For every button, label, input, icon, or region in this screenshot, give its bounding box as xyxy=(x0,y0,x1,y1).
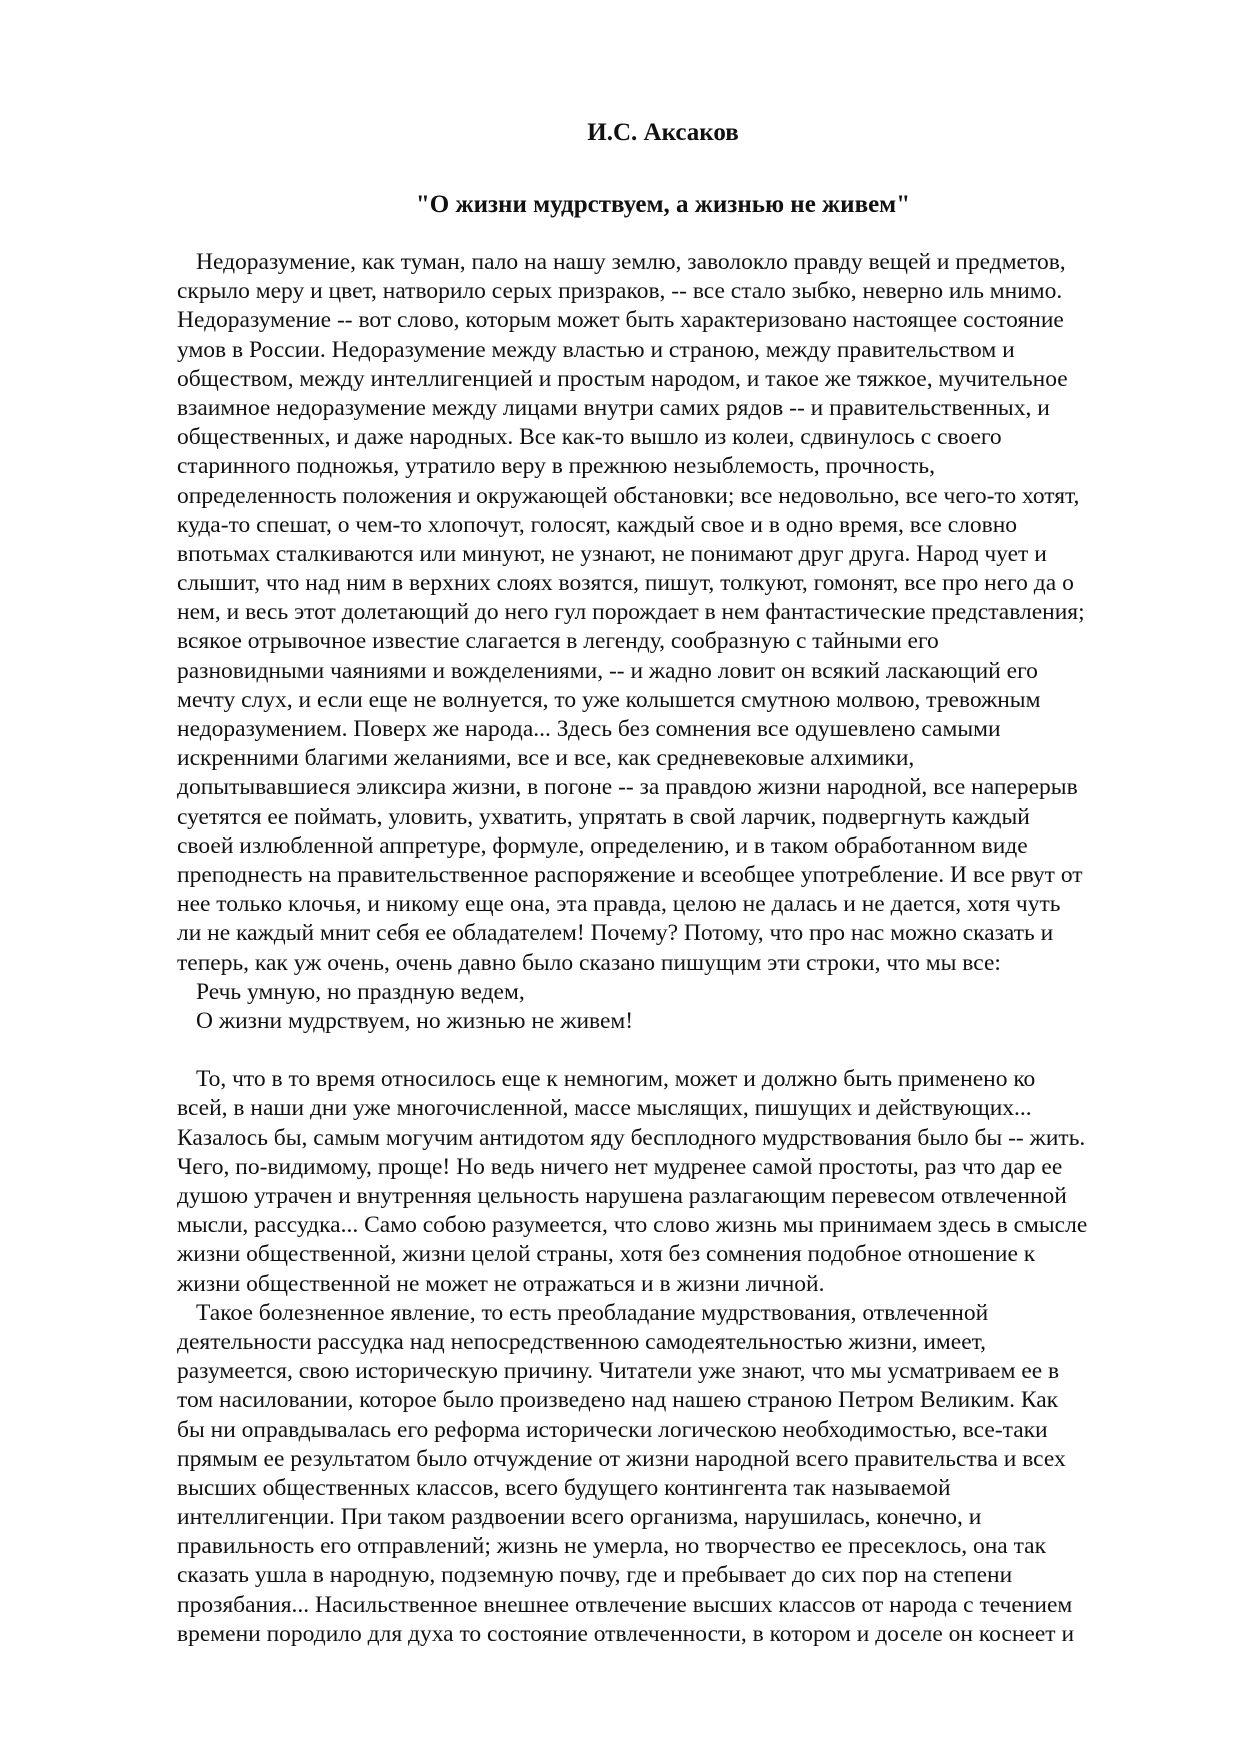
text-line: взаимное недоразумение между лицами внутри самих рядов -- и правительственных, и xyxy=(177,394,1050,421)
text-line: Такое болезненное явление, то есть преобладание мудрствования, отвлеченной xyxy=(196,1299,989,1326)
text-line: обществом, между интеллигенцией и простым народом, и такое же тяжкое, мучительное xyxy=(177,365,1068,392)
text-line: недоразумением. Поверх же народа... Здесь без сомнения все одушевлено самыми xyxy=(177,716,1001,742)
text-line: деятельности рассудка над непосредственною самодеятельностью жизни, имеет, xyxy=(177,1328,987,1355)
author-heading: И.С. Аксаков xyxy=(587,119,739,146)
text-line: Недоразумение -- вот слово, которым может быть характеризовано настоящее состояние xyxy=(177,307,1064,334)
text-line: допытывавшиеся эликсира жизни, в погоне -- за правдою жизни народной, все наперерыв xyxy=(177,774,1078,801)
text-line: жизни общественной не может не отражаться и в жизни личной. xyxy=(177,1270,825,1297)
text-line: искренними благими желаниями, все и все, как средневековые алхимики, xyxy=(177,745,915,772)
text-line: прозябания... Насильственное внешнее отвлечение высших классов от народа с течением xyxy=(177,1591,1073,1618)
text-line: общественных, и даже народных. Все как-то вышло из колеи, сдвинулось с своего xyxy=(177,424,1002,451)
text-line: интеллигенции. При таком раздвоении всего организма, нарушилась, конечно, и xyxy=(177,1504,982,1531)
text-line: старинного подножья, утратило веру в прежнюю незыблемость, прочность, xyxy=(177,453,936,480)
article-title: "О жизни мудрствуем, а жизнью не живем" xyxy=(415,191,911,218)
text-line: нее только клочья, и никому еще она, эта правда, целою не далась и не дается, хотя чуть xyxy=(177,891,1061,918)
text-line: О жизни мудрствуем, но жизнью не живем! xyxy=(196,1007,634,1034)
text-line: куда-то спешат, о чем-то хлопочут, голосят, каждый свое и в одно время, все словно xyxy=(177,511,1018,538)
text-line: времени породило для духа то состояние отвлеченности, в котором и доселе он коснеет и xyxy=(177,1620,1075,1647)
text-line: преподнесть на правительственное распоряжение и всеобщее употребление. И все рвут от xyxy=(177,861,1083,888)
text-line: теперь, как уж очень, очень давно было сказано пишущим эти строки, что мы все: xyxy=(177,949,1001,976)
article-body xyxy=(177,248,1177,1649)
text-line: суетятся ее поймать, уловить, ухватить, упрятать в свой ларчик, подвергнуть каждый xyxy=(177,803,1030,830)
text-line: своей излюбленной аппретуре, формуле, определению, и в таком обработанном виде xyxy=(177,832,1028,859)
text-line: мечту слух, и если еще не волнуется, то уже колышется смутною молвою, тревожным xyxy=(177,686,1041,713)
text-line: всей, в наши дни уже многочисленной, массе мыслящих, пишущих и действующих... xyxy=(177,1095,1032,1122)
text-line: правильность его отправлений; жизнь не умерла, но творчество ее пресеклось, она так xyxy=(177,1533,1047,1560)
text-line: всякое отрывочное известие слагается в легенду, сообразную с тайными его xyxy=(177,628,939,655)
text-line: том насиловании, которое было произведено над нашею страною Петром Великим. Как xyxy=(177,1387,1059,1414)
text-line: жизни общественной, жизни целой страны, хотя без сомнения подобное отношение к xyxy=(177,1241,1036,1268)
text-line: Речь умную, но праздную ведем, xyxy=(196,978,525,1005)
text-line: разумеется, свою историческую причину. Читатели уже знают, что мы усматриваем ее в xyxy=(177,1358,1060,1385)
text-line: Чего, по-видимому, проще! Но ведь ничего нет мудренее самой простоты, раз что дар ее xyxy=(177,1153,1063,1180)
text-line: душою утрачен и внутренняя цельность нарушена разлагающим перевесом отвлеченной xyxy=(177,1183,1067,1209)
text-line: сказать ушла в народную, подземную почву, где и пребывает до сих пор на степени xyxy=(177,1562,1013,1589)
text-line: То, что в то время относилось еще к немногим, может и должно быть применено ко xyxy=(196,1066,1036,1093)
text-line: высших общественных классов, всего будущего контингента так называемой xyxy=(177,1474,951,1501)
text-line: скрыло меру и цвет, натворило серых призраков, -- все стало зыбко, неверно иль мнимо. xyxy=(177,278,1063,305)
text-line: слышит, что над ним в верхних слоях возятся, пишут, толкуют, гомонят, все про него да о xyxy=(177,570,1074,597)
text-line: Казалось бы, самым могучим антидотом яду бесплодного мудрствования было бы -- жить. xyxy=(177,1124,1086,1151)
text-line: определенность положения и окружающей обстановки; все недовольно, все чего-то хотят, xyxy=(177,482,1080,509)
text-line: нем, и весь этот долетающий до него гул порождает в нем фантастические представления; xyxy=(177,599,1085,626)
text-line: Недоразумение, как туман, пало на нашу землю, заволокло правду вещей и предметов, xyxy=(196,249,1066,275)
text-line: ли не каждый мнит себя ее обладателем! Почему? Потому, что про нас можно сказать и xyxy=(177,920,1054,947)
text-line: умов в России. Недоразумение между властью и страною, между правительством и xyxy=(177,336,1015,363)
paragraph-gap xyxy=(177,1036,1177,1065)
text-line: прямым ее результатом было отчуждение от жизни народной всего правительства и всех xyxy=(177,1445,1066,1472)
text-line: разновидными чаяниями и вожделениями, -- и жадно ловит он всякий ласкающий его xyxy=(177,657,1038,684)
text-line: мысли, рассудка... Само собою разумеется, что слово жизнь мы принимаем здесь в смысле xyxy=(177,1212,1088,1239)
text-line: бы ни оправдывалась его реформа исторически логическою необходимостью, все-таки xyxy=(177,1416,1048,1443)
text-line: впотьмах сталкиваются или минуют, не узнают, не понимают друг друга. Народ чует и xyxy=(177,540,1047,567)
